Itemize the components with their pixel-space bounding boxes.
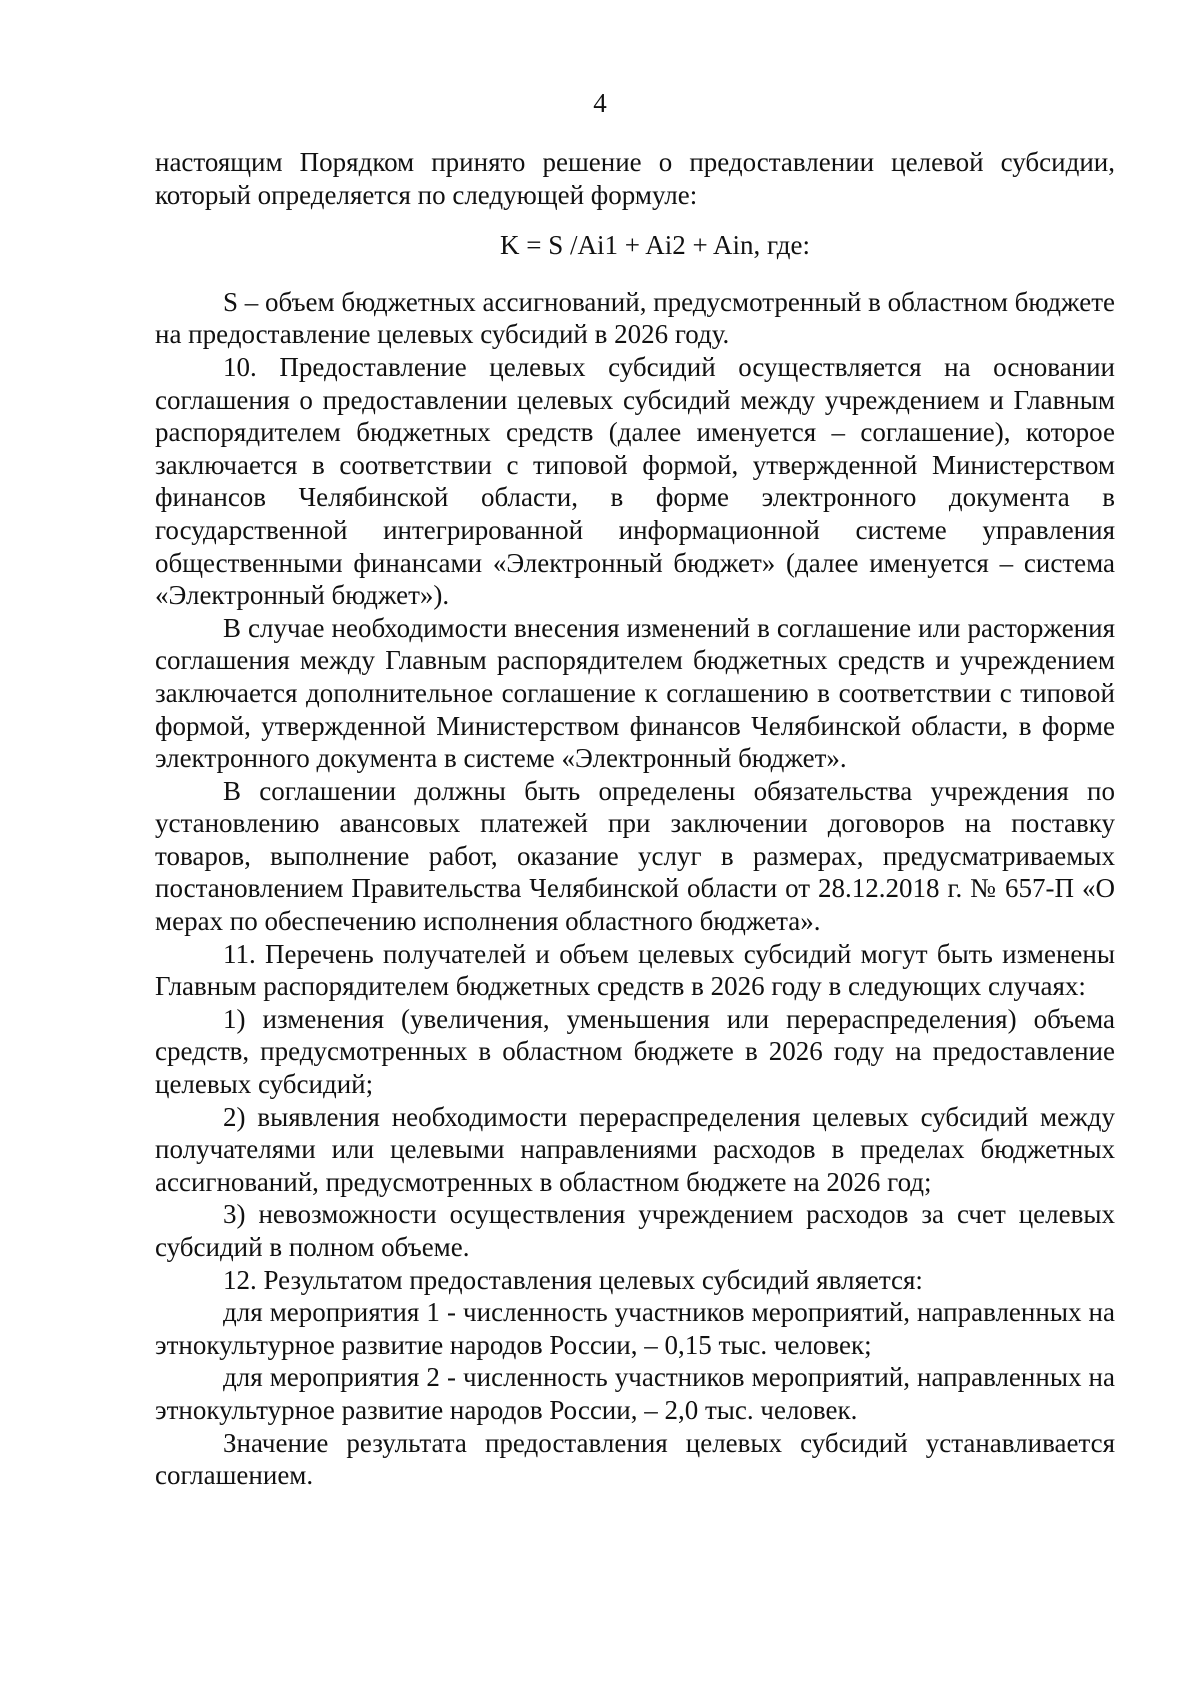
paragraph-advance-payments: В соглашении должны быть определены обязательства учреждения по установлению авансовых платежей при заключении договоров на поставку товаров, выполнение работ, оказание услуг в размерах, предусматриваемых постановлением Правительства Челябинской области от 28.12.2018 г. № 657-П «О мерах по обеспечению исполнения областного бюджета».	[155, 775, 1115, 937]
result-event-1: для мероприятия 1 - численность участников мероприятий, направленных на этнокультурное развитие народов России, – 0,15 тыс. человек;	[155, 1297, 1115, 1360]
paragraph-s-definition: S – объем бюджетных ассигнований, предусмотренный в областном бюджете на предоставление целевых субсидий в 2026 году.	[155, 286, 1116, 350]
formula: K = S /Ai1 + Ai2 + Ain, где:	[500, 230, 810, 261]
document-body	[155, 146, 1115, 1492]
list-item-2: 2) выявления необходимости перераспределения целевых субсидий между получателями или целевыми направлениями расходов в пределах бюджетных ассигнований, предусмотренных в областном бюджете на 2026 год;	[155, 1101, 1115, 1197]
paragraph-result-value: Значение результата предоставления целевых субсидий устанавливается соглашением.	[155, 1427, 1115, 1491]
page-number: 4	[593, 88, 607, 118]
paragraph-12: 12. Результатом предоставления целевых субсидий является:	[223, 1264, 923, 1295]
paragraph-formula-intro: настоящим Порядком принято решение о предоставлении целевой субсидии, который определяется по следующей формуле:	[155, 147, 1115, 210]
paragraph-10: 10. Предоставление целевых субсидий осуществляется на основании соглашения о предоставлении целевых субсидий между учреждением и Главным распорядителем бюджетных средств (далее именуется – соглашение), которое заключается в соответствии с типовой формой, утвержденной Министерством финансов Челябинской области, в форме электронного документа в государственной интегрированной информационной системе управления общественными финансами «Электронный бюджет» (далее именуется – система «Электронный бюджет»).	[155, 351, 1115, 611]
list-item-3: 3) невозможности осуществления учреждением расходов за счет целевых субсидий в полном объеме.	[155, 1199, 1115, 1262]
result-event-2: для мероприятия 2 - численность участников мероприятий, направленных на этнокультурное развитие народов России, – 2,0 тыс. человек.	[155, 1362, 1115, 1425]
paragraph-agreement-changes: В случае необходимости внесения изменений в соглашение или расторжения соглашения между Главным распорядителем бюджетных средств и учреждением заключается дополнительное соглашение к соглашению в соответствии с типовой формой, утвержденной Министерством финансов Челябинской области, в форме электронного документа в системе «Электронный бюджет».	[155, 612, 1115, 774]
list-item-1: 1) изменения (увеличения, уменьшения или перераспределения) объема средств, предусмотренных в областном бюджете в 2026 году на предоставление целевых субсидий;	[155, 1003, 1115, 1100]
paragraph-11: 11. Перечень получателей и объем целевых субсидий могут быть изменены Главным распорядителем бюджетных средств в 2026 году в следующих случаях:	[155, 938, 1115, 1002]
